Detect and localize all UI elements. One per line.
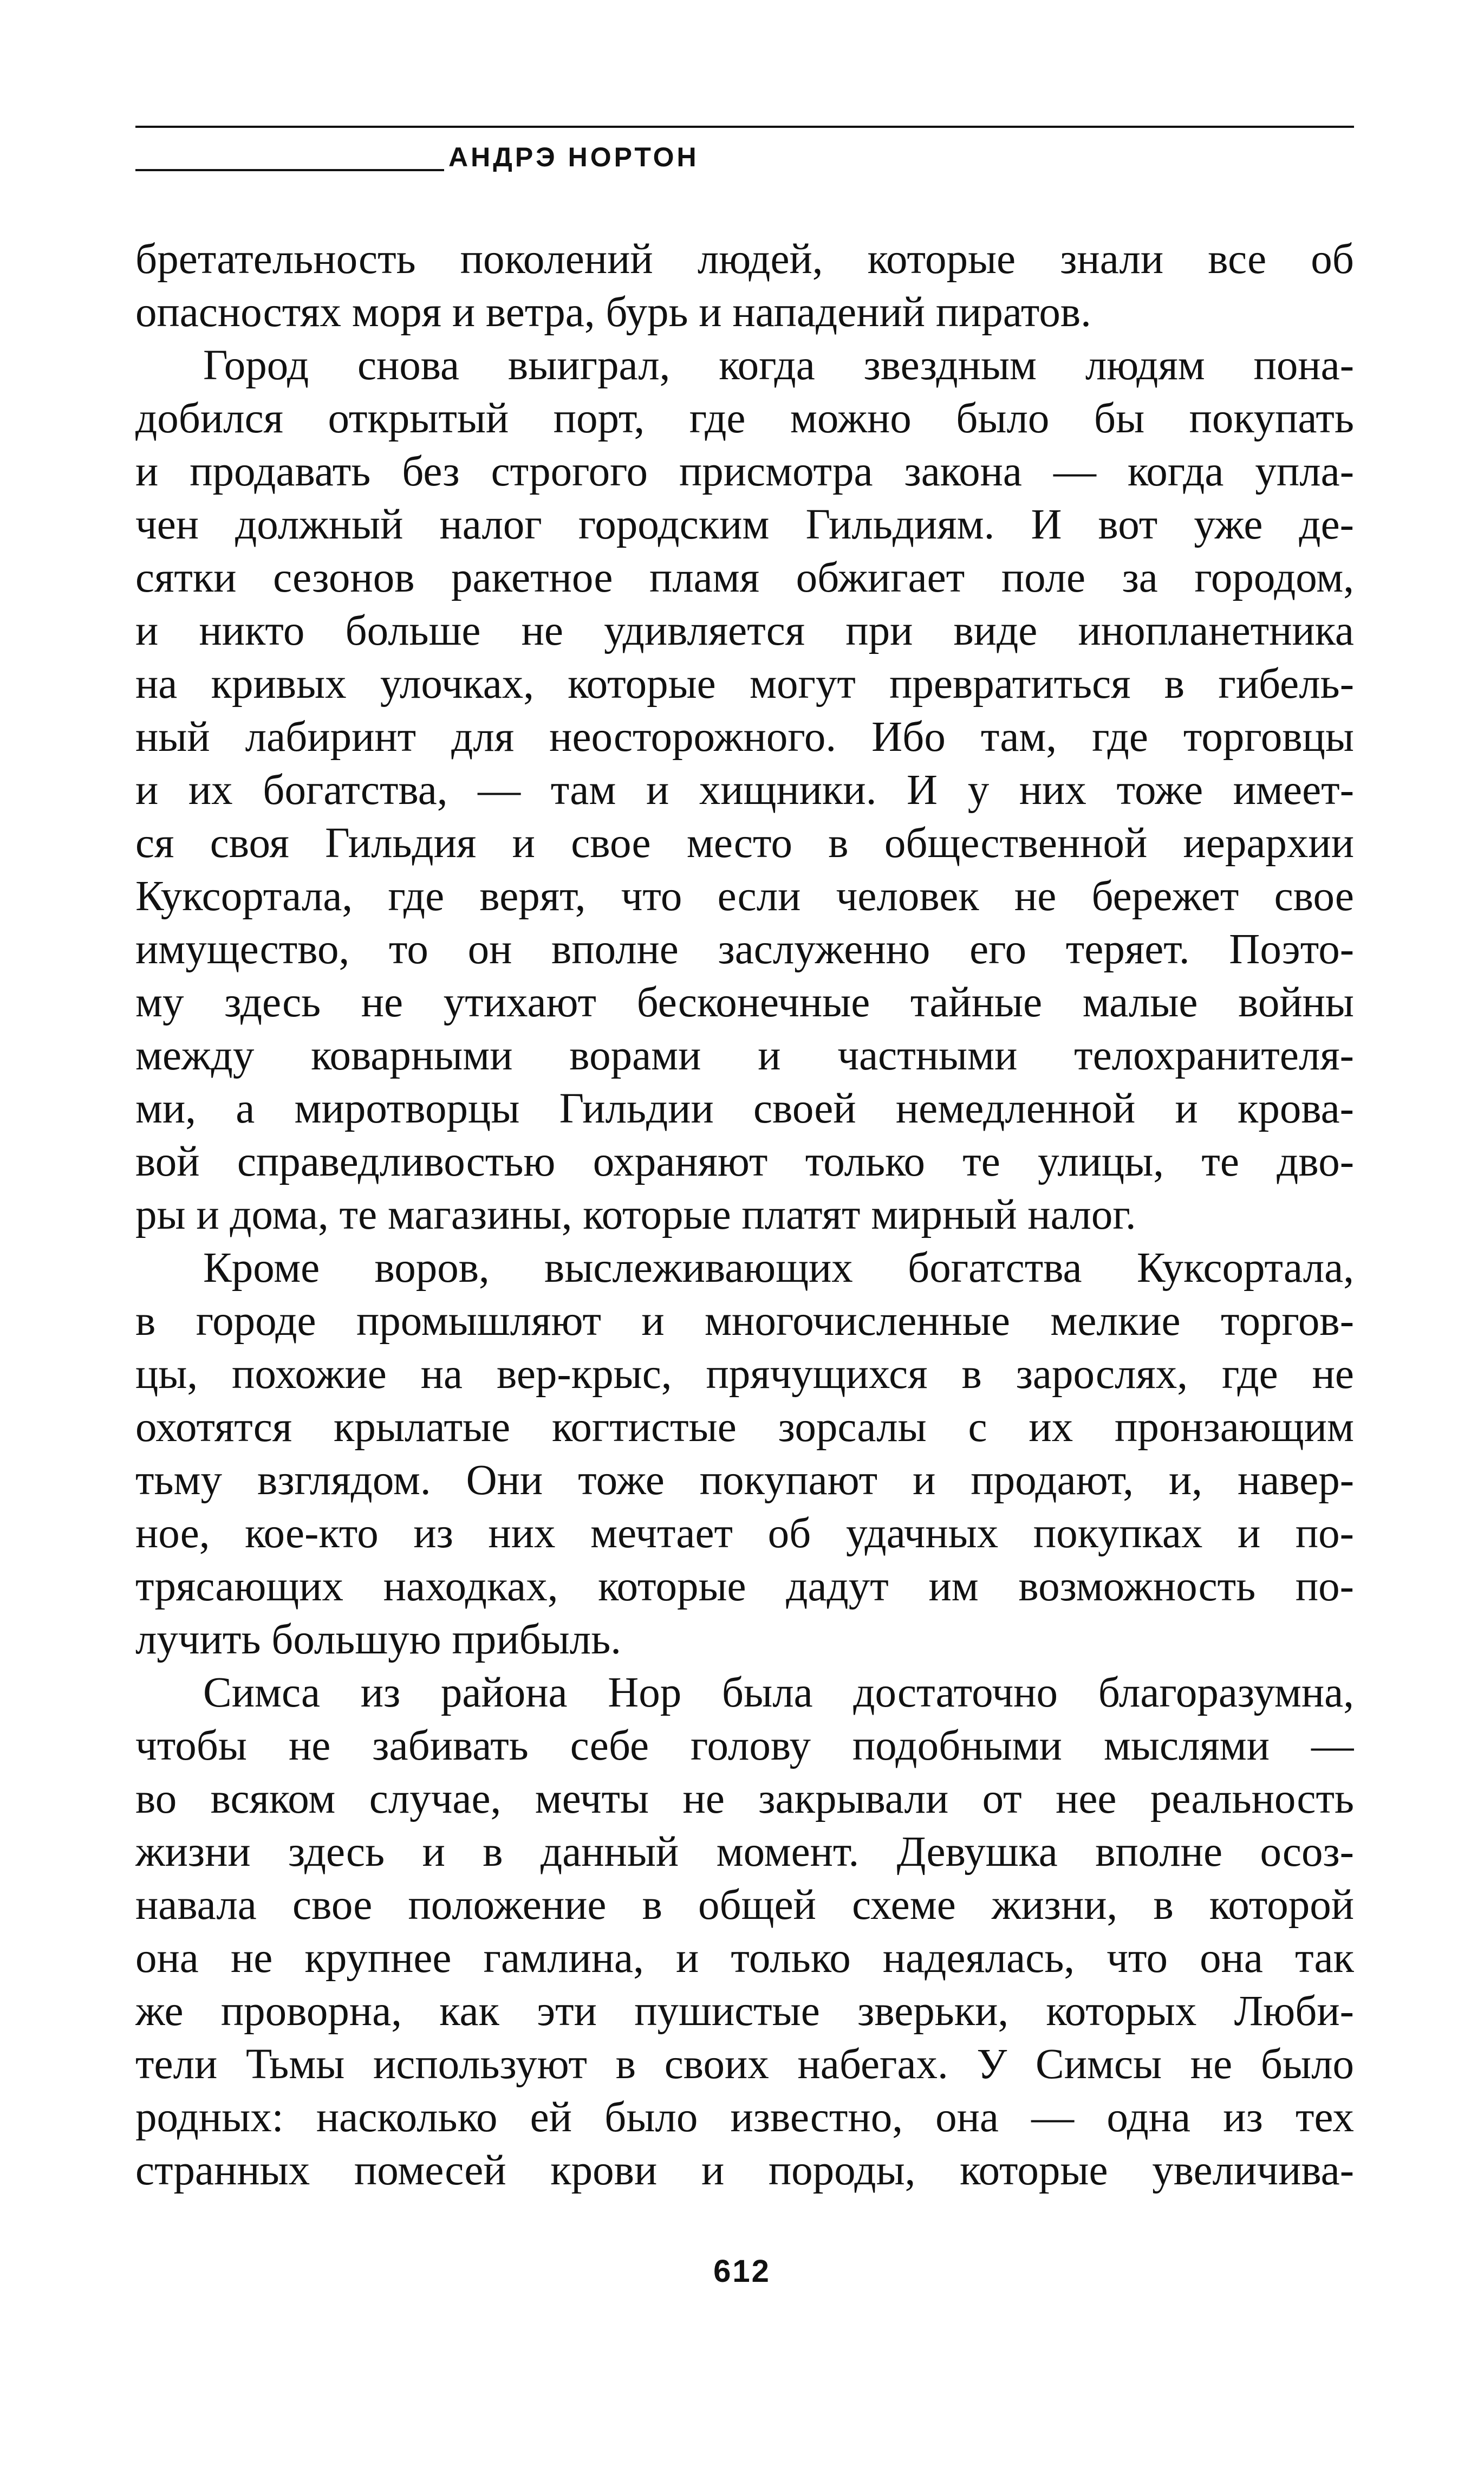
- text-line: чтобы не забивать себе голову подобными мыслями —: [135, 1722, 1354, 1769]
- text-line: между коварными ворами и частными телохранителя-: [135, 1032, 1354, 1079]
- text-line: ры и дома, те магазины, которые платят мирный налог.: [135, 1191, 1136, 1238]
- text-line: Город снова выиграл, когда звездным людям пона-: [203, 342, 1354, 389]
- text-line: и продавать без строгого присмотра закона — когда упла-: [135, 448, 1354, 495]
- text-line: на кривых улочках, которые могут превратиться в гибель-: [135, 660, 1354, 708]
- text-line: бретательность поколений людей, которые знали все об: [135, 236, 1354, 283]
- text-line: жизни здесь и в данный момент. Девушка вполне осоз-: [135, 1828, 1354, 1876]
- text-line: охотятся крылатые когтистые зорсалы с их пронзающим: [135, 1404, 1354, 1451]
- header-underline: [135, 169, 444, 171]
- text-line: она не крупнее гамлина, и только надеялась, что она так: [135, 1935, 1354, 1982]
- text-line: цы, похожие на вер-крыс, прячущихся в зарослях, где не: [135, 1351, 1354, 1398]
- text-line: родных: насколько ей было известно, она — одна из тех: [135, 2094, 1354, 2141]
- text-line: тели Тьмы используют в своих набегах. У Симсы не было: [135, 2041, 1354, 2088]
- text-line: добился открытый порт, где можно было бы покупать: [135, 395, 1354, 442]
- text-line: вой справедливостью охраняют только те улицы, те дво-: [135, 1138, 1354, 1185]
- text-line: Симса из района Нор была достаточно благоразумна,: [203, 1669, 1354, 1716]
- text-line: му здесь не утихают бесконечные тайные малые войны: [135, 979, 1354, 1026]
- text-line: ный лабиринт для неосторожного. Ибо там, где торговцы: [135, 713, 1354, 761]
- text-line: сятки сезонов ракетное пламя обжигает поле за городом,: [135, 554, 1354, 601]
- text-line: во всяком случае, мечты не закрывали от нее реальность: [135, 1775, 1354, 1822]
- text-line: Куксортала, где верят, что если человек не бережет свое: [135, 873, 1354, 920]
- text-line: в городе промышляют и многочисленные мелкие торгов-: [135, 1297, 1354, 1345]
- text-line: навала свое положение в общей схеме жизни, в которой: [135, 1881, 1354, 1929]
- text-line: же проворна, как эти пушистые зверьки, которых Люби-: [135, 1988, 1354, 2035]
- running-header: АНДРЭ НОРТОН: [448, 142, 699, 172]
- text-line: опасностях моря и ветра, бурь и нападений пиратов.: [135, 289, 1091, 336]
- text-line: ное, кое-кто из них мечтает об удачных покупках и по-: [135, 1510, 1354, 1557]
- text-line: и никто больше не удивляется при виде инопланетника: [135, 607, 1354, 654]
- text-line: тьму взглядом. Они тоже покупают и продают, и, навер-: [135, 1457, 1354, 1504]
- text-line: Кроме воров, выслеживающих богатства Куксортала,: [203, 1244, 1354, 1292]
- header-rule: [135, 126, 1354, 128]
- text-line: имущество, то он вполне заслуженно его теряет. Поэто-: [135, 926, 1354, 973]
- text-line: лучить большую прибыль.: [135, 1616, 621, 1663]
- text-line: странных помесей крови и породы, которые увеличива-: [135, 2147, 1354, 2194]
- text-line: и их богатства, — там и хищники. И у них тоже имеет-: [135, 767, 1354, 814]
- text-line: чен должный налог городским Гильдиям. И вот уже де-: [135, 501, 1354, 548]
- text-line: трясающих находках, которые дадут им возможность по-: [135, 1563, 1354, 1610]
- body-text: [135, 233, 1354, 2197]
- text-line: ми, а миротворцы Гильдии своей немедленной и крова-: [135, 1085, 1354, 1132]
- page-number: 612: [713, 2254, 771, 2289]
- text-line: ся своя Гильдия и свое место в общественной иерархии: [135, 820, 1354, 867]
